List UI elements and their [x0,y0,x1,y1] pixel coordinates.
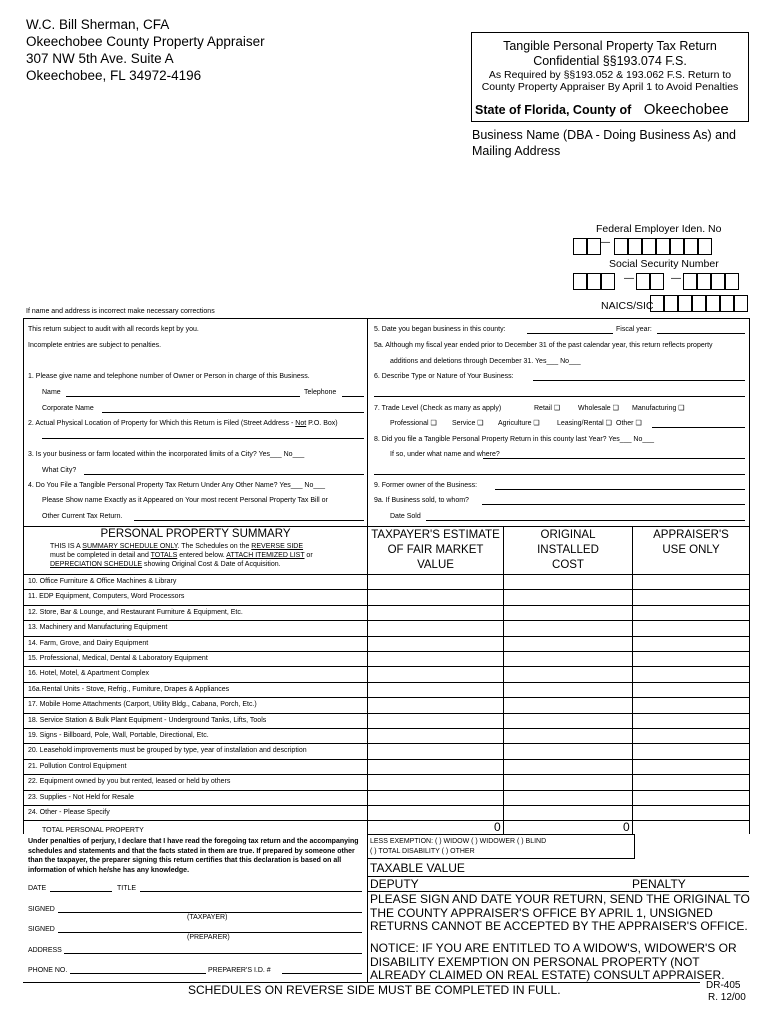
q5-text: 5. Date you began business in this county: [374,326,506,333]
summary-note-2a: must be completed in detail and [50,552,151,559]
summary-row-cost-cell[interactable] [504,621,632,635]
summary-row-estimate-cell[interactable] [368,590,503,604]
ssn-digit-box[interactable] [683,273,697,290]
taxable-bottom-rule [367,876,749,877]
fein-digit-box[interactable] [684,238,698,255]
penalty-label: PENALTY [632,877,686,891]
col-header-estimate-2: OF FAIR MARKET [387,544,484,556]
revision-date: R. 12/00 [708,992,746,1003]
reverse-side-notice: SCHEDULES ON REVERSE SIDE MUST BE COMPLETED IN FULL. [188,983,561,997]
corporate-name-label: Corporate Name [42,405,94,412]
summary-row-label: 20. Leasehold improvements must be grouped by type, year of installation and description [28,747,307,755]
signed-preparer-label: SIGNED [28,926,55,933]
preparer-caption: (PREPARER) [187,934,230,941]
leasing-checkbox[interactable]: Leasing/Rental ❑ [557,420,612,427]
summary-row-appraiser-cell [633,744,749,758]
col-header-cost-2: INSTALLED [537,544,599,556]
other-trade-field[interactable] [652,427,745,428]
col-header-appraiser [633,528,749,558]
summary-row-appraiser-cell [633,637,749,651]
summary-note-3b: showing Original Cost & Date of Acquisition. [142,561,281,568]
total-label: TOTAL PERSONAL PROPERTY [42,827,144,834]
q7-text: 7. Trade Level (Check as many as apply) [374,405,502,412]
summary-row-cost-cell[interactable] [504,714,632,728]
business-type-field-2[interactable] [374,396,745,397]
professional-checkbox[interactable]: Professional ❑ [390,420,437,427]
summary-row-rule [23,820,750,821]
summary-row-estimate-cell[interactable] [368,652,503,666]
summary-row-appraiser-cell [633,667,749,681]
summary-row-estimate-cell[interactable] [368,791,503,805]
preparer-id-field[interactable] [282,973,362,974]
service-checkbox[interactable]: Service ❑ [452,420,484,427]
phone-label: PHONE NO. [28,967,68,974]
summary-row-label: 17. Mobile Home Attachments (Carport, Utility Bldg., Cabana, Porch, Etc.) [28,701,257,709]
summary-row-cost-cell[interactable] [504,744,632,758]
naics-digit-box[interactable] [692,295,706,312]
summary-row-estimate-cell[interactable] [368,714,503,728]
retail-checkbox[interactable]: Retail ❑ [534,405,561,412]
col-header-estimate [368,528,503,573]
q9-text: 9. Former owner of the Business: [374,482,478,489]
q9a-text: 9a. If Business sold, to whom? [374,497,469,504]
exemption-bottom-rule [367,858,635,859]
summary-row-estimate-cell[interactable] [368,606,503,620]
prior-name-field-2[interactable] [374,474,745,475]
naics-digit-box[interactable] [650,295,664,312]
summary-row-cost-cell[interactable] [504,575,632,589]
summary-note-2c: entered below. [177,552,227,559]
summary-note-3a: DEPRECIATION SCHEDULE [50,561,143,568]
address-field[interactable] [64,953,362,954]
summary-row-appraiser-cell [633,760,749,774]
perjury-statement: Under penalties of perjury, I declare that I have read the foregoing tax return and the accompanying schedules and statements and that the facts stated in them are true. If prepared by someone other than the taxpayer, the preparer signing this return certifies that this declaration is based on all information of which he/she has any knowledge. [28,838,359,874]
fein-digit-box[interactable] [642,238,656,255]
taxable-value-label: TAXABLE VALUE [370,861,465,875]
wholesale-checkbox[interactable]: Wholesale ❑ [578,405,619,412]
summary-row-cost-cell[interactable] [504,729,632,743]
telephone-field[interactable] [342,396,364,397]
summary-note-1a: THIS IS A [50,543,83,550]
summary-top-rule [23,526,750,527]
ssn-digit-box[interactable] [636,273,650,290]
summary-row-cost-cell[interactable] [504,775,632,789]
naics-digit-box[interactable] [706,295,720,312]
what-city-field[interactable] [84,474,364,475]
date-sold-field[interactable] [426,520,745,521]
summary-row-appraiser-cell [633,698,749,712]
other-checkbox[interactable]: Other ❑ [616,420,642,427]
q5a-text: 5a. Although my fiscal year ended prior to December 31 of the past calendar year, this return reflects property [374,342,713,349]
telephone-label: Telephone [304,389,337,396]
summary-note [50,542,313,569]
address-label: ADDRESS [28,947,62,954]
summary-note-2e: or [304,552,313,559]
summary-row-label: 14. Farm, Grove, and Dairy Equipment [28,639,149,647]
summary-row-estimate-cell[interactable] [368,729,503,743]
summary-row-label: 23. Supplies - Not Held for Resale [28,793,134,801]
q4-instruction: Please Show name Exactly as it Appeared on Your most recent Personal Property Tax Bill or [42,497,328,504]
questions-left-rule [23,318,24,526]
fein-digit-box[interactable] [698,238,712,255]
summary-row-estimate-cell[interactable] [368,760,503,774]
q5a-text-2: additions and deletions through December 31. Yes___ No___ [390,358,581,365]
title-label: TITLE [117,885,137,892]
date-field[interactable] [50,891,112,892]
ssn-digit-box[interactable] [587,273,601,290]
appraiser-address [26,16,265,84]
statute-note: As Required by §§193.052 & 193.062 F.S. Return to [488,69,732,81]
appraiser-city: Okeechobee, FL 34972-4196 [26,68,202,83]
fein-digit-box[interactable] [587,238,601,255]
summary-row-appraiser-cell [633,621,749,635]
summary-row-label: 15. Professional, Medical, Dental & Laboratory Equipment [28,655,208,662]
summary-note-1c: . The Schedules on the [177,543,252,550]
ssn-digit-box[interactable] [697,273,711,290]
state-county-line [475,101,729,119]
summary-row-appraiser-cell [633,606,749,620]
phone-field[interactable] [70,973,206,974]
summary-row-cost-cell[interactable] [504,667,632,681]
q4-text: 4. Do You File a Tangible Personal Property Tax Return Under Any Other Name? Yes___ No___ [28,482,326,489]
q4-other-return: Other Current Tax Return. [42,513,123,520]
fiscal-year-field[interactable] [657,333,745,334]
fein-digit-box[interactable] [573,238,587,255]
agriculture-checkbox[interactable]: Agriculture ❑ [498,420,540,427]
manufacturing-checkbox[interactable]: Manufacturing ❑ [632,405,685,412]
col-header-estimate-1: TAXPAYER'S ESTIMATE [371,529,500,541]
correction-note: If name and address is incorrect make necessary corrections [26,308,215,315]
summary-row-estimate-cell[interactable] [368,575,503,589]
date-sold-label: Date Sold [390,513,421,520]
ssn-dash-1: — [624,273,634,284]
naics-digit-box[interactable] [678,295,692,312]
date-label: DATE [28,885,47,892]
summary-row-appraiser-cell [633,652,749,666]
state-label: State of Florida, County of [475,103,632,117]
summary-left-rule [23,526,24,834]
q1-text: 1. Please give name and telephone number of Owner or Person in charge of this Business. [28,373,310,380]
summary-row-label: 13. Machinery and Manufacturing Equipment [28,624,168,632]
summary-row-appraiser-cell [633,806,749,820]
sign-date-notice: PLEASE SIGN AND DATE YOUR RETURN, SEND THE ORIGINAL TO THE COUNTY APPRAISER'S OFFICE BY APRIL 1, UNSIGNED RETURNS CANNOT BE ACCEPTED BY THE APPRAISER'S OFFICE. [370,892,750,933]
summary-note-1d: REVERSE SIDE [251,543,304,550]
summary-row-label: 10. Office Furniture & Office Machines & Library [28,578,177,585]
bottom-right-left-rule [367,834,368,982]
summary-row-label: 18. Service Station & Bulk Plant Equipment - Underground Tanks, Lifts, Tools [28,716,267,724]
title-box [471,32,749,122]
fiscal-year-label: Fiscal year: [616,326,652,333]
naics-digit-box[interactable] [734,295,748,312]
summary-row-appraiser-cell [633,575,749,589]
sold-to-field[interactable] [482,504,745,505]
naics-digit-box[interactable] [720,295,734,312]
summary-row-estimate-cell[interactable] [368,806,503,820]
former-owner-field[interactable] [495,489,745,490]
ssn-digit-box[interactable] [725,273,739,290]
business-label-line1: Business Name (DBA - Doing Business As) and [472,128,737,142]
summary-note-2b: TOTALS [150,552,178,559]
summary-row-estimate-cell[interactable] [368,744,503,758]
col-header-cost-1: ORIGINAL [540,529,596,541]
incomplete-note: Incomplete entries are subject to penalties. [28,342,162,349]
total-row-bottom-rule [367,834,635,835]
questions-top-rule [23,318,750,319]
q6-text: 6. Describe Type or Nature of Your Business: [374,373,514,380]
summary-row-estimate-cell[interactable] [368,683,503,697]
ssn-digit-box[interactable] [650,273,664,290]
q2-text-post: P.O. Box) [306,420,338,427]
summary-row-appraiser-cell [633,714,749,728]
summary-row-cost-cell[interactable] [504,683,632,697]
summary-row-cost-cell[interactable] [504,791,632,805]
summary-row-cost-cell[interactable] [504,760,632,774]
fein-digit-box[interactable] [614,238,628,255]
prior-name-field[interactable] [483,458,745,459]
col-header-appraiser-1: APPRAISER'S [653,529,729,541]
fein-digit-box[interactable] [628,238,642,255]
summary-row-estimate-cell[interactable] [368,637,503,651]
appraiser-street: 307 NW 5th Ave. Suite A [26,51,174,66]
name-label: Name [42,389,61,396]
questions-right-rule [749,318,750,526]
summary-row-label: 24. Other - Please Specify [28,809,110,816]
summary-right-rule [749,526,750,834]
summary-row-appraiser-cell [633,775,749,789]
corporate-name-field[interactable] [102,412,364,413]
business-label-line2: Mailing Address [472,144,561,158]
col-header-cost [504,528,632,573]
fein-digit-box[interactable] [670,238,684,255]
summary-row-label: 16a.Rental Units - Stove, Refrig., Furniture, Drapes & Appliances [28,685,230,693]
exemption-line-2[interactable]: ( ) TOTAL DISABILITY ( ) OTHER [370,848,475,855]
ssn-digit-box[interactable] [711,273,725,290]
fein-digit-box[interactable] [656,238,670,255]
taxpayer-caption: (TAXPAYER) [187,914,228,921]
summary-row-appraiser-cell [633,729,749,743]
signed-taxpayer-label: SIGNED [28,906,55,913]
confidential-note: Confidential §§193.074 F.S. [533,54,687,68]
summary-row-cost-cell[interactable] [504,652,632,666]
deadline-note: County Property Appraiser By April 1 to Avoid Penalties [481,81,739,93]
summary-note-2d: ATTACH ITEMIZED LIST [226,552,305,559]
exemption-notice: NOTICE: IF YOU ARE ENTITLED TO A WIDOW'S, WIDOWER'S OR DISABILITY EXEMPTION ON PERSONAL PROPERTY (NOT ALREADY CLAIMED ON REAL ESTATE) CONSULT APPRAISER. [370,941,737,982]
summary-row-label: 12. Store, Bar & Lounge, and Restaurant Furniture & Equipment, Etc. [28,608,243,616]
business-type-field[interactable] [533,380,745,381]
county-name: Okeechobee [643,101,729,118]
summary-note-1b: SUMMARY SCHEDULE ONLY [82,543,178,550]
ssn-label: Social Security Number [609,258,719,270]
summary-row-cost-cell[interactable] [504,637,632,651]
summary-row-label: 16. Hotel, Motel, & Apartment Complex [28,670,149,678]
summary-row-label: 21. Pollution Control Equipment [28,762,127,770]
form-title: Tangible Personal Property Tax Return [503,39,717,53]
appraiser-name: W.C. Bill Sherman, CFA [26,17,170,32]
exemption-line-1[interactable]: LESS EXEMPTION: ( ) WIDOW ( ) WIDOWER ( ) BLIND [370,838,547,845]
q2-text-pre: 2. Actual Physical Location of Property for Which this Return is Filed (Street Address - [28,420,296,427]
total-right-rule [634,834,635,858]
q2-text-not: Not [295,420,307,427]
summary-row-estimate-cell[interactable] [368,698,503,712]
summary-row-appraiser-cell [633,590,749,604]
total-estimate-value[interactable]: 0 [494,820,501,834]
other-name-field[interactable] [134,520,364,521]
fein-label: Federal Employer Iden. No [596,223,722,235]
summary-row-cost-cell[interactable] [504,806,632,820]
date-began-field[interactable] [527,333,613,334]
q2-text [28,419,338,428]
summary-row-label: 22. Equipment owned by you but rented, leased or held by others [28,778,231,786]
name-field[interactable] [66,396,300,397]
summary-row-appraiser-cell [633,683,749,697]
business-name-label [472,127,736,159]
audit-note: This return subject to audit with all records kept by you. [28,326,199,333]
summary-row-cost-cell[interactable] [504,698,632,712]
summary-row-estimate-cell[interactable] [368,667,503,681]
form-number: DR-405 [706,980,741,991]
location-field[interactable] [42,438,364,439]
what-city-label: What City? [42,467,77,474]
q3-text: 3. Is your business or farm located within the incorporated limits of a City? Yes___ No___ [28,451,305,458]
summary-row-cost-cell[interactable] [504,590,632,604]
summary-row-label: 11. EDP Equipment, Computers, Word Processors [28,593,185,601]
naics-digit-box[interactable] [664,295,678,312]
col-header-cost-3: COST [552,559,584,571]
preparer-id-label: PREPARER'S I.D. # [208,967,271,974]
questions-center-rule [367,318,368,526]
deputy-label: DEPUTY [370,877,419,891]
q8-text: 8. Did you file a Tangible Personal Property Return in this county last Year? Yes___ No___ [374,436,655,443]
appraiser-office: Okeechobee County Property Appraiser [26,34,265,49]
col-header-appraiser-2: USE ONLY [662,544,720,556]
total-cost-value[interactable]: 0 [623,820,630,834]
summary-row-estimate-cell[interactable] [368,621,503,635]
fein-dash: — [600,237,610,248]
col-header-estimate-3: VALUE [417,559,454,571]
ssn-digit-box[interactable] [573,273,587,290]
summary-row-label: 19. Signs - Billboard, Pole, Wall, Portable, Directional, Etc. [28,732,209,739]
ssn-digit-box[interactable] [601,273,615,290]
summary-row-cost-cell[interactable] [504,606,632,620]
naics-label: NAICS/SIC [601,300,654,312]
q8-followup: If so, under what name and where? [390,451,500,458]
summary-title: PERSONAL PROPERTY SUMMARY [100,528,291,540]
title-field[interactable] [140,891,362,892]
summary-row-appraiser-cell [633,791,749,805]
ssn-dash-2: — [671,273,681,284]
summary-row-estimate-cell[interactable] [368,775,503,789]
